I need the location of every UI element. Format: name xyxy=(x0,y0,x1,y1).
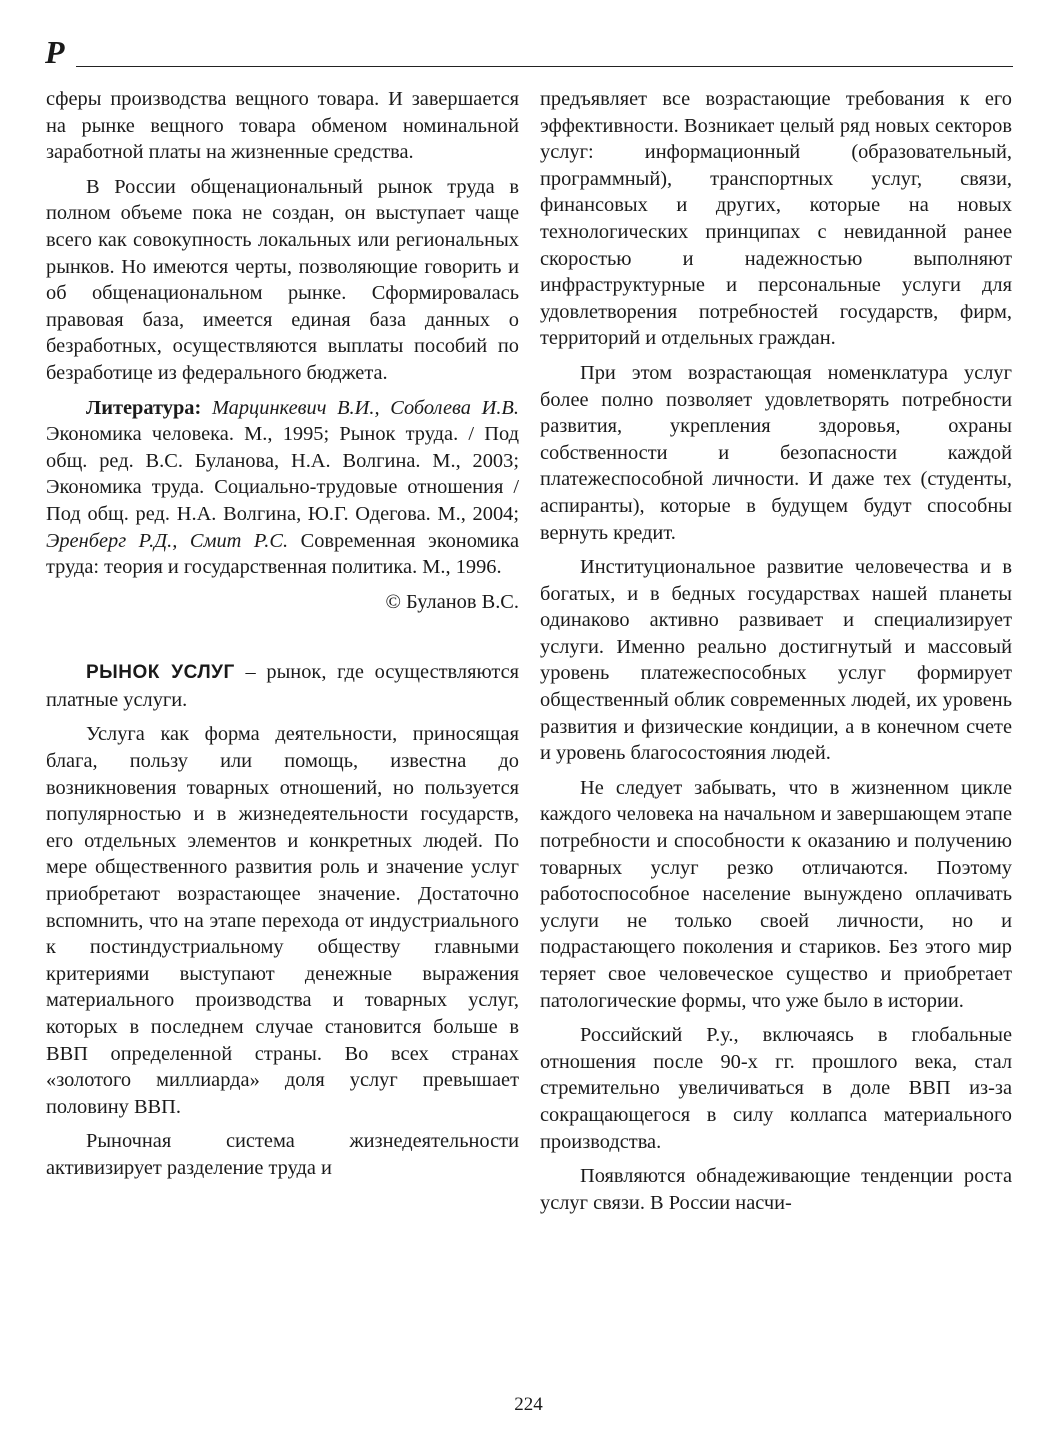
paragraph: В России общенациональный рынок труда в полном объеме пока не создан, он выступает чаще всего как совокупность локальных или региональных рынков. Но имеются черты, позволяющие говорить и об общенациональном рынке. Сформировалась правовая база, имеется единая база данных о безработных, осуществляются выплаты пособий по безработице из федерального бюджета. xyxy=(46,175,519,384)
term-title: РЫНОК УСЛУГ xyxy=(86,662,235,684)
literature-authors: Марцинкевич В.И., Соболева И.В. xyxy=(211,396,519,419)
literature-authors: Эренберг Р.Д., Смит Р.С. xyxy=(46,529,289,552)
term-definition: – рынок, где осуществляются платные услуги. xyxy=(46,661,519,711)
paragraph: Рыночная система жизнедеятельности активизирует разделение труда и xyxy=(46,1130,519,1179)
literature-label: Литература: xyxy=(86,396,202,419)
paragraph: предъявляет все возрастающие требования к его эффективности. Возникает целый ряд новых секторов услуг: информационный (образовательный, программный), транспортных услуг, связи, финансовых и других, которые на новых технологических принципах с невиданной ранее скоростью и надежностью выполняют инфраструктурные и персональные услуги для удовлетворения потребностей государств, фирм, территорий и отдельных граждан. xyxy=(540,88,1012,350)
page-number: 224 xyxy=(514,1394,543,1415)
paragraph: Появляются обнадеживающие тенденции роста услуг связи. В России насчи- xyxy=(540,1165,1012,1214)
left-column xyxy=(46,86,519,1190)
term-definition-line xyxy=(46,659,519,713)
section-letter: Р xyxy=(45,34,65,70)
right-column xyxy=(540,86,1012,1224)
literature-block xyxy=(46,395,519,581)
copyright: © Буланов В.С. xyxy=(385,590,519,613)
paragraph: При этом возрастающая номенклатура услуг более полно позволяет удовлетворять потребности развития, укрепления здоровья, охраны собственности и безопасности каждой платежеспособной личности. И даже тех (студенты, аспиранты), которые в будущем будут способны вернуть кредит. xyxy=(540,361,1012,544)
paragraph: Не следует забывать, что в жизненном цикле каждого человека на начальном и завершающем этапе потребности и способности к оказанию и получению товарных услуг резко отличаются. Поэтому работоспособное население вынуждено оплачивать услуги не только своей личности, но и подрастающего поколения и стариков. Без этого мир теряет свое человеческое существо и приобретает патологические формы, что уже было в истории. xyxy=(540,776,1012,1012)
paragraph: Институциональное развитие человечества и в богатых, и в бедных государствах нашей планеты одинаково активно развивает и специализирует услуги. Именно реально достигнутый и массовый уровень платежеспособных услуг формирует общественный облик современных людей, их уровень развития и физические кондиции, а в конечном счете и уровень благосостояния людей. xyxy=(540,556,1012,765)
literature-text: Современная экономика труда: теория и государственная политика. М., 1996. xyxy=(46,529,519,579)
paragraph: Услуга как форма деятельности, приносящая блага, пользу или помощь, известна до возникновения товарных отношений, но пользуется популярностью и в жизнедеятельности государств, его отдельных элементов и конкретных людей. По мере общественного развития роль и значение услуг приобретают возрастающее значение. Достаточно вспомнить, что на этапе перехода от индустриального к постиндустриальному обществу главными критериями выступают денежные выражения материального производства и товарных услуг, которых в последнем случае становится больше в ВВП определенной страны. Во всех странах «золотого миллиарда» доля услуг превышает половину ВВП. xyxy=(46,723,519,1118)
literature-text: Экономика человека. М., 1995; Рынок труда. / Под общ. ред. В.С. Буланова, Н.А. Волгина. М., 2003; Экономика труда. Социально-трудовые отношения / Под общ. ред. Н.А. Волгина, Ю.Г. Одегова. М., 2004; xyxy=(46,423,519,525)
term-entry xyxy=(46,659,519,1181)
header-rule xyxy=(76,66,1013,67)
paragraph: Российский Р.у., включаясь в глобальные отношения после 90-х гг. прошлого века, стал стремительно увеличиваться в доле ВВП из-за сокращающегося в силу коллапса материального производства. xyxy=(540,1024,1012,1153)
paragraph: сферы производства вещного товара. И завершается на рынке вещного товара обменом номинальной заработной платы на жизненные средства. xyxy=(46,88,519,164)
